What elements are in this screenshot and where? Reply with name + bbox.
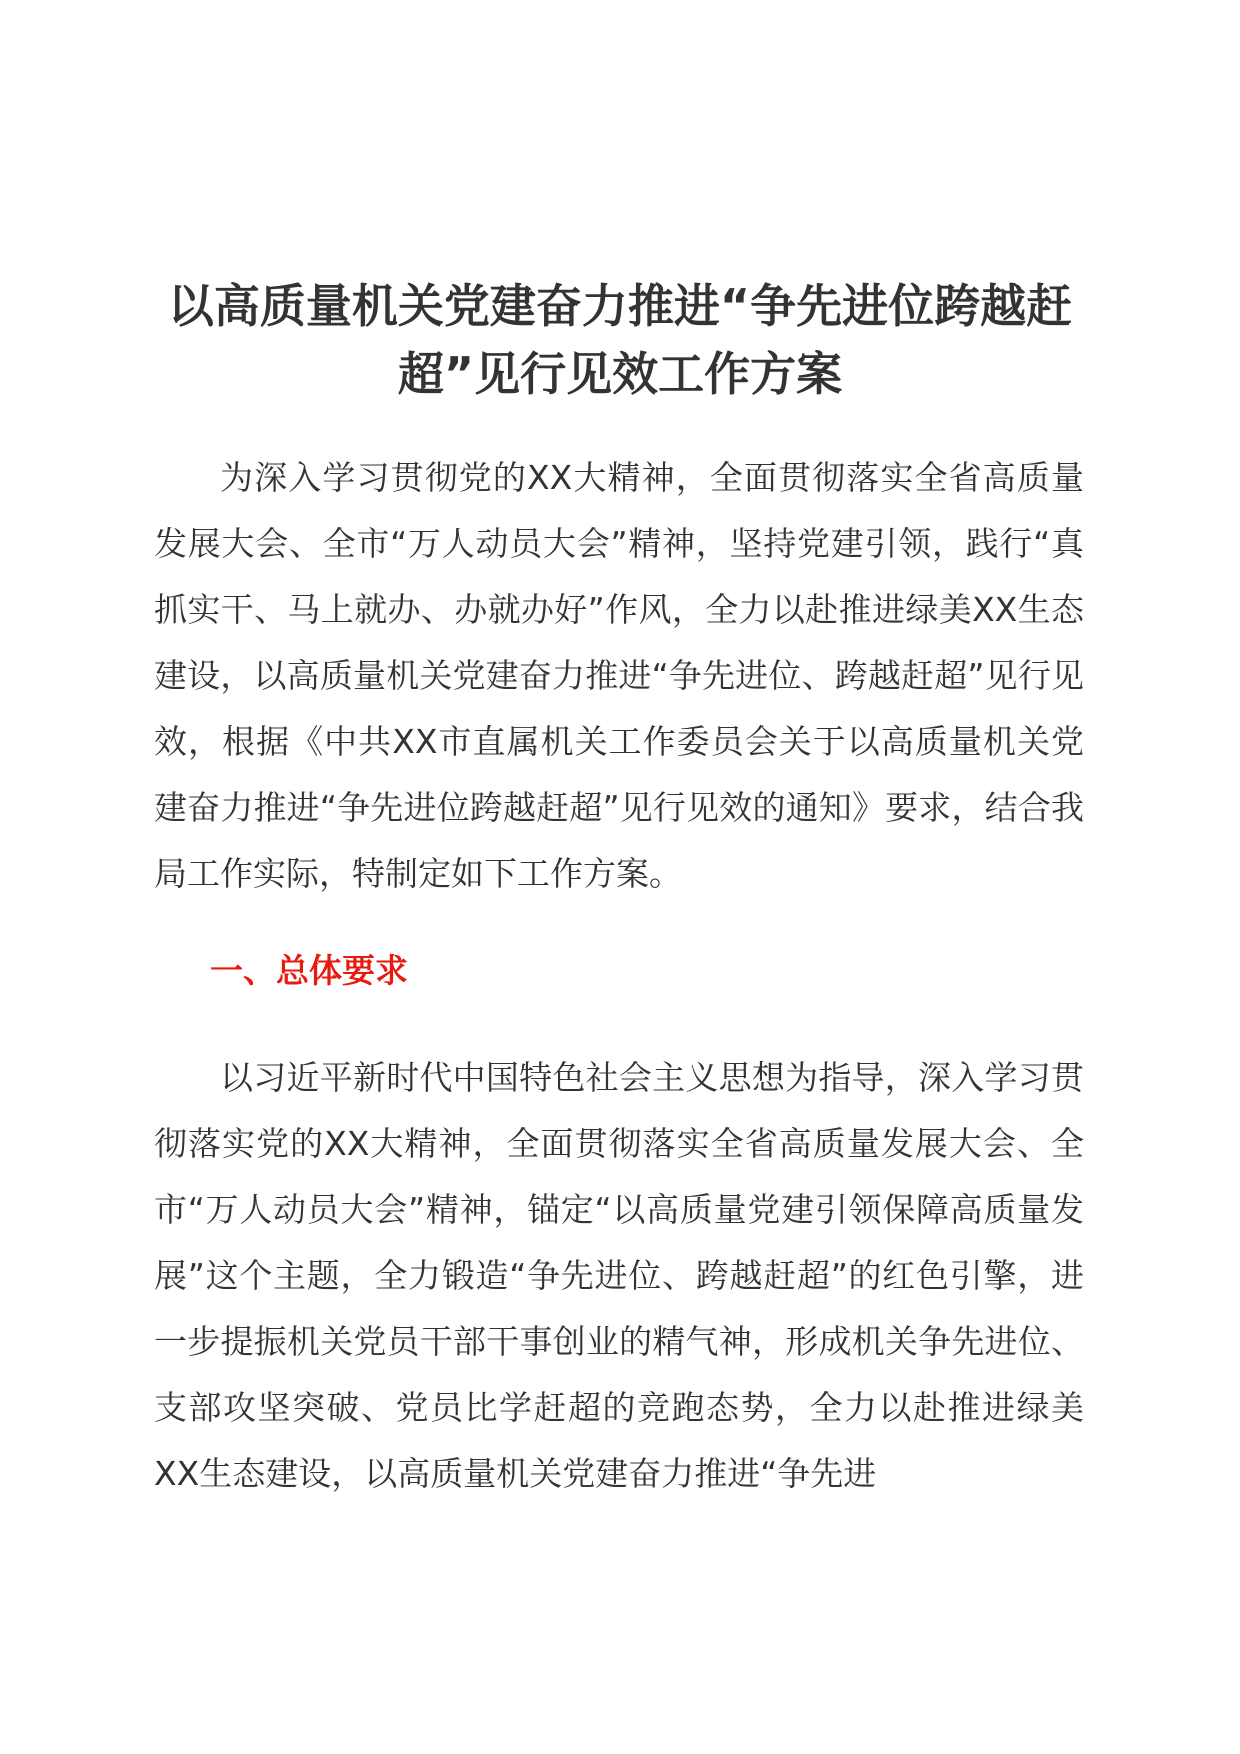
intro-paragraph: 为深入学习贯彻党的XX大精神，全面贯彻落实全省高质量发展大会、全市“万人动员大会”精神，坚持党建引领，践行“真抓实干、马上就办、办就办好”作风，全力以赴推进绿美XX生态建设，以高质量机关党建奋力推进“争先进位、跨越赶超”见行见效，根据《中共XX市直属机关工作委员会关于以高质量机关党建奋力推进“争先进位跨越赶超”见行见效的通知》要求，结合我局工作实际，特制定如下工作方案。 <box>154 458 1084 893</box>
section-heading-general-requirements: 一、总体要求 <box>210 951 408 990</box>
document-title: 以高质量机关党建奋力推进“争先进位跨越赶超”见行见效工作方案 <box>167 279 1073 401</box>
general-requirements-paragraph: 以习近平新时代中国特色社会主义思想为指导，深入学习贯彻落实党的XX大精神，全面贯彻落实全省高质量发展大会、全市“万人动员大会”精神，锚定“以高质量党建引领保障高质量发展”这个主题，全力锻造“争先进位、跨越赶超”的红色引擎，进一步提振机关党员干部干事创业的精气神，形成机关争先进位、支部攻坚突破、党员比学赶超的竞跑态势，全力以赴推进绿美XX生态建设，以高质量机关党建奋力推进“争先进 <box>154 1058 1084 1493</box>
